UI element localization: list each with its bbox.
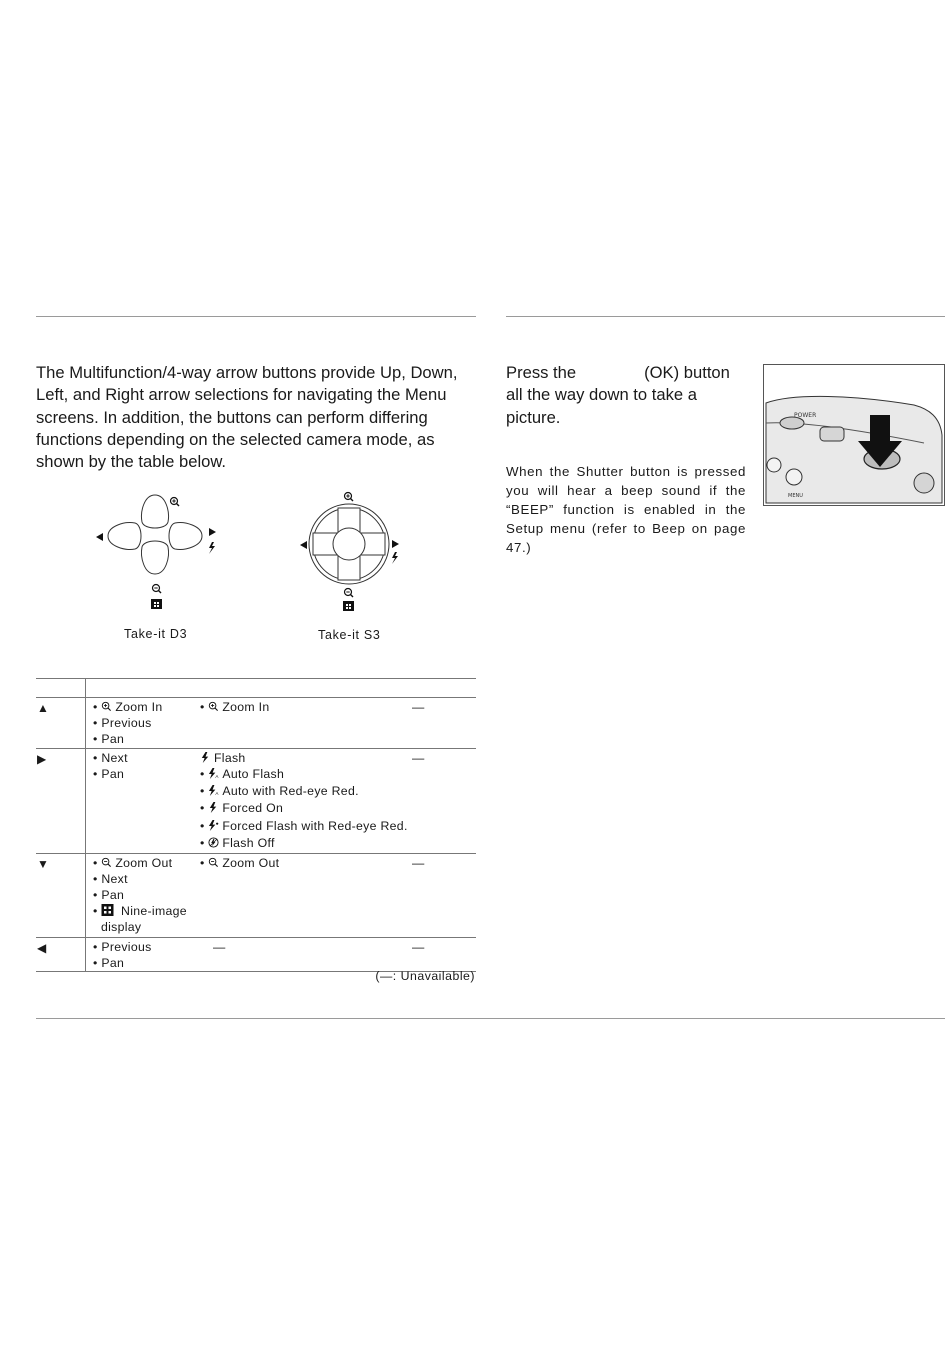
list-item: • Next xyxy=(93,871,128,886)
table-row-down xyxy=(36,854,476,938)
unavailable-dash: — xyxy=(412,751,425,765)
press-text-end: (OK) button all the way down to take a picture. xyxy=(506,363,730,427)
svg-text:A: A xyxy=(215,790,220,796)
svg-text:POWER: POWER xyxy=(794,412,817,419)
list-item: • Forced Flash with Red-eye Red. xyxy=(200,819,408,834)
zoom-out-icon xyxy=(208,857,219,868)
zoom-out-icon xyxy=(101,857,112,868)
nine-image-icon xyxy=(343,601,354,611)
flash-off-icon xyxy=(208,837,219,848)
list-item: • A Auto Flash xyxy=(200,766,285,781)
svg-text:A: A xyxy=(215,773,220,779)
list-item: Flash xyxy=(200,751,408,767)
zoom-in-icon xyxy=(171,498,180,507)
list-item: • Zoom Out xyxy=(93,856,173,870)
d3-arrow-pad-diagram xyxy=(90,490,230,615)
zoom-in-icon xyxy=(345,493,354,502)
list-item: • Previous xyxy=(93,940,152,954)
bottom-rule xyxy=(36,1018,945,1019)
list-item: • Flash Off xyxy=(200,835,275,850)
d3-left-button xyxy=(108,523,141,550)
list-item: • Pan xyxy=(93,766,125,781)
svg-text:MENU: MENU xyxy=(788,493,803,499)
list-item: • Pan xyxy=(93,955,125,970)
auto-red-eye-flash-icon xyxy=(208,785,219,796)
table-row-left xyxy=(36,938,476,972)
list-item: • Pan xyxy=(93,731,125,746)
arrow-left-icon xyxy=(96,533,103,541)
nine-image-icon xyxy=(151,599,162,609)
list-item: • Zoom Out xyxy=(200,856,280,870)
list-item: • Next xyxy=(93,751,128,765)
auto-flash-icon xyxy=(208,768,219,779)
table-row-up xyxy=(36,698,476,749)
arrow-right-icon xyxy=(209,528,216,536)
flash-icon xyxy=(392,552,398,564)
unavailable-dash: — xyxy=(412,940,425,954)
list-item: • Previous xyxy=(93,715,152,730)
s3-arrow-pad-diagram xyxy=(295,488,415,618)
flash-icon xyxy=(200,752,211,763)
d3-right-button xyxy=(169,523,202,550)
table-header xyxy=(36,678,476,698)
list-item: • Forced On xyxy=(200,801,284,816)
list-item: • Pan xyxy=(93,887,125,902)
arrow-right-icon: ▶ xyxy=(37,752,47,766)
top-rule-right xyxy=(506,316,945,317)
forced-flash-icon xyxy=(208,802,219,813)
d3-down-button xyxy=(142,541,169,574)
arrow-down-icon: ▼ xyxy=(37,857,50,871)
forced-red-eye-flash-icon xyxy=(208,820,219,831)
caption-take-it-d3: Take-it D3 xyxy=(124,627,188,641)
unavailable-dash: — xyxy=(412,856,425,870)
unavailable-dash: — xyxy=(412,700,425,714)
beep-note: When the Shutter button is pressed you will hear a beep sound if the “BEEP” function is enabled in the Setup menu (refer to Beep on page 47.) xyxy=(506,464,746,555)
arrow-left-icon xyxy=(300,541,307,549)
zoom-in-icon xyxy=(208,701,219,712)
nine-image-icon xyxy=(101,904,114,916)
unavailable-dash: — xyxy=(213,940,226,954)
arrow-up-icon: ▲ xyxy=(37,701,50,715)
caption-take-it-s3: Take-it S3 xyxy=(318,628,381,642)
list-item: • Zoom In xyxy=(93,700,163,714)
list-item: • Zoom In xyxy=(200,700,270,714)
unavailable-legend: (—: Unavailable) xyxy=(375,969,475,983)
arrow-left-icon: ◀ xyxy=(37,941,47,955)
zoom-out-icon xyxy=(153,585,162,594)
list-item: display xyxy=(101,920,142,935)
zoom-in-icon xyxy=(101,701,112,712)
intro-paragraph: The Multifunction/4-way arrow buttons provide Up, Down, Left, and Right arrow selections for navigating the Menu screens. In addition, the buttons can perform differing functions depending on the selected camera mode, as shown by the table below. xyxy=(36,363,458,472)
list-item: • A Auto with Red-eye Red. xyxy=(200,783,359,798)
d3-up-button xyxy=(142,495,169,528)
button-function-table xyxy=(36,678,476,972)
camera-drawing xyxy=(764,365,944,505)
press-text-start: Press the xyxy=(506,363,577,382)
press-instruction xyxy=(506,362,746,429)
arrow-right-icon xyxy=(392,540,399,548)
list-item: • Nine-image xyxy=(93,904,187,919)
camera-shutter-illustration xyxy=(763,364,945,506)
table-row-right xyxy=(36,749,476,854)
zoom-out-icon xyxy=(345,589,354,598)
top-rule-left xyxy=(36,316,476,317)
flash-icon xyxy=(209,542,215,554)
